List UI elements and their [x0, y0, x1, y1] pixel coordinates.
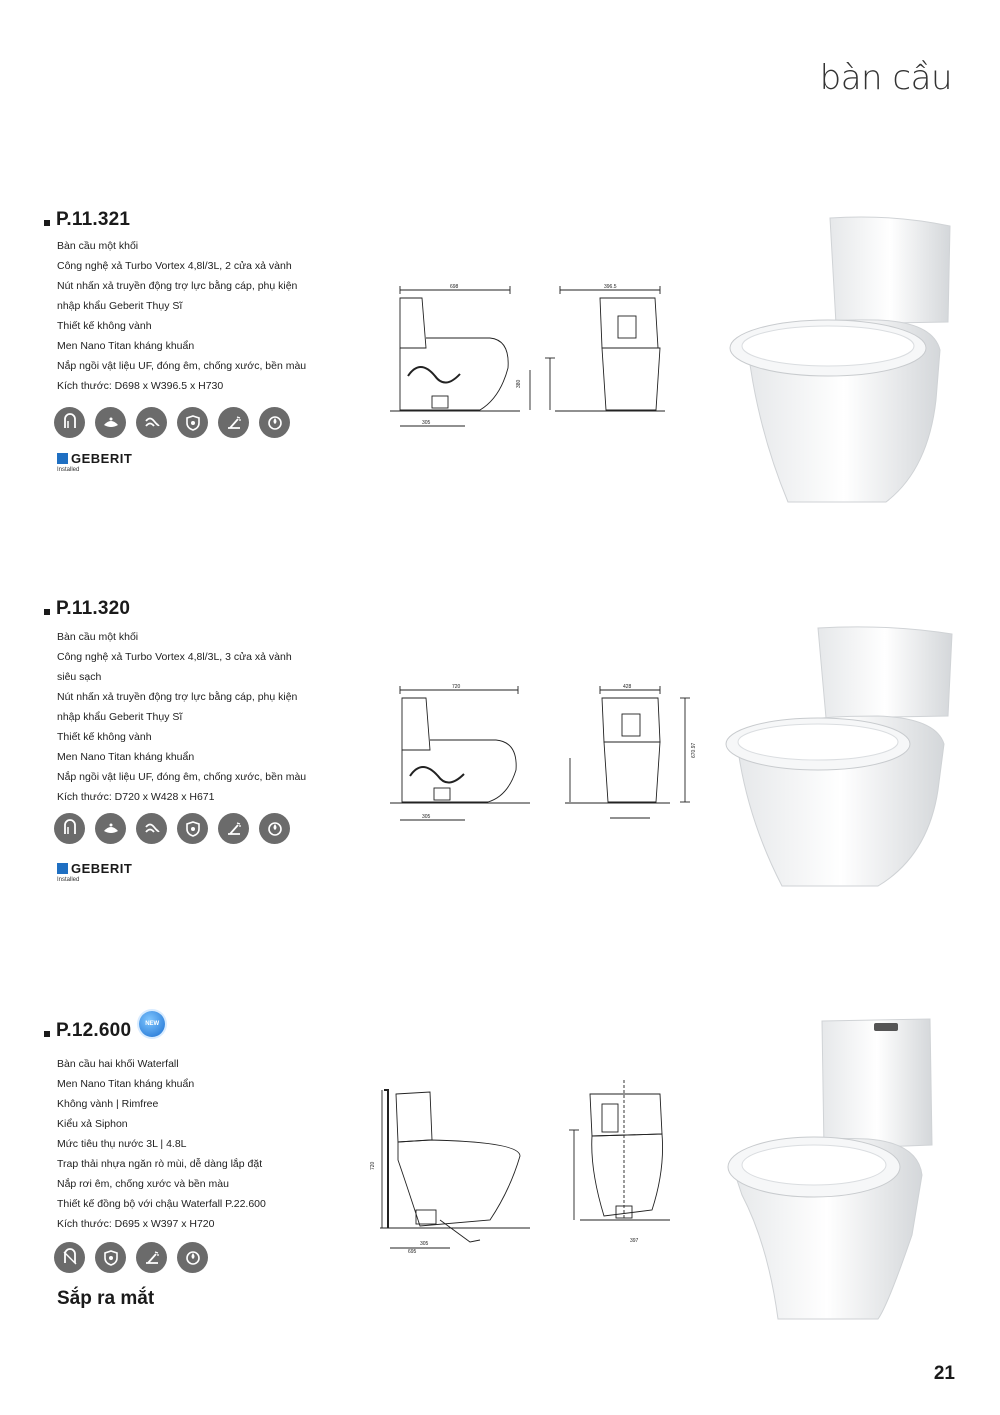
feature-list	[57, 236, 306, 396]
dual-flush-icon	[177, 1242, 208, 1273]
technical-drawing	[360, 1070, 680, 1255]
vortex-flush-icon	[136, 407, 167, 438]
feature-icons	[54, 407, 290, 438]
feature-item: nhập khẩu Geberit Thụy Sĩ	[57, 300, 183, 312]
brand-square-icon	[57, 863, 68, 874]
product-photo	[718, 1015, 968, 1325]
product-code: P.11.321	[56, 209, 131, 230]
product-photo	[718, 210, 968, 510]
dim-width: 428	[623, 684, 632, 690]
antibacterial-icon	[177, 813, 208, 844]
dual-flush-icon	[259, 407, 290, 438]
soft-close-icon	[218, 813, 249, 844]
coming-soon-label: Sắp ra mắt	[57, 1288, 155, 1309]
feature-item: Bàn cầu một khối	[57, 240, 139, 252]
feature-item: Nút nhấn xả truyền động trợ lực bằng cáp, phụ kiện	[57, 691, 298, 703]
feature-item: Bàn cầu một khối	[57, 631, 139, 643]
feature-item: Men Nano Titan kháng khuẩn	[57, 1078, 195, 1090]
nano-glaze-icon	[95, 407, 126, 438]
dim-height: 670.97	[691, 742, 697, 758]
antibacterial-icon	[177, 407, 208, 438]
dim-depth: 698	[450, 284, 459, 290]
product-code-row	[44, 209, 130, 231]
technical-drawing	[360, 678, 700, 833]
brand-subtext: Installed	[57, 467, 80, 473]
technical-drawing	[360, 278, 670, 433]
feature-icons	[54, 813, 290, 844]
bullet-icon	[44, 609, 50, 615]
nano-glaze-icon	[95, 813, 126, 844]
brand-name: GEBERIT	[71, 451, 133, 466]
product-code: P.11.320	[56, 598, 131, 619]
feature-icons	[54, 1242, 208, 1273]
feature-item: Thiết kế đồng bộ với chậu Waterfall P.22.600	[57, 1198, 266, 1210]
dim-width: 396.5	[604, 284, 617, 290]
dim-height: 720	[370, 1161, 376, 1170]
feature-item: Bàn cầu hai khối Waterfall	[57, 1058, 179, 1070]
feature-item: Kích thước: D698 x W396.5 x H730	[57, 380, 224, 392]
feature-item: Trap thải nhựa ngăn rò mùi, dễ dàng lắp đặt	[57, 1158, 263, 1170]
dim-outlet: 305	[422, 420, 431, 426]
vortex-flush-icon	[136, 813, 167, 844]
feature-item: Nút nhấn xả truyền động trợ lực bằng cáp, phụ kiện	[57, 280, 298, 292]
brand-subtext: Installed	[57, 877, 80, 883]
dim-depth: 720	[452, 684, 461, 690]
feature-list	[57, 1054, 266, 1234]
feature-item: nhập khẩu Geberit Thụy Sĩ	[57, 711, 183, 723]
feature-item: Kích thước: D695 x W397 x H720	[57, 1218, 215, 1230]
product-code: P.12.600	[56, 1020, 132, 1041]
product-code-row	[44, 598, 130, 620]
page-number: 21	[933, 1363, 955, 1384]
brand-square-icon	[57, 453, 68, 464]
feature-item: Men Nano Titan kháng khuẩn	[57, 751, 195, 763]
dim-outlet: 305	[422, 814, 431, 820]
soft-close-icon	[136, 1242, 167, 1273]
feature-item: Kích thước: D720 x W428 x H671	[57, 791, 215, 803]
dim-width: 397	[630, 1238, 639, 1244]
feature-list	[57, 627, 306, 807]
dim-depth: 695	[408, 1249, 417, 1255]
bullet-icon	[44, 1031, 50, 1037]
product-code-row	[44, 1020, 165, 1042]
feature-item: Thiết kế không vành	[57, 320, 152, 332]
soft-close-icon	[218, 407, 249, 438]
antibacterial-icon	[95, 1242, 126, 1273]
brand-name: GEBERIT	[71, 861, 133, 876]
feature-item: siêu sạch	[57, 671, 102, 683]
page-title: bàn cầu	[819, 58, 952, 98]
feature-item: Không vành | Rimfree	[57, 1098, 159, 1110]
feature-item: Công nghệ xả Turbo Vortex 4,8l/3L, 3 cửa xả vành	[57, 651, 292, 663]
feature-item: Nắp ngồi vật liệu UF, đóng êm, chống xước, bền màu	[57, 360, 307, 372]
product-photo	[718, 620, 968, 890]
rimless-icon	[54, 813, 85, 844]
feature-item: Thiết kế không vành	[57, 731, 152, 743]
brand-logo	[57, 861, 132, 883]
feature-item: Kiểu xả Siphon	[57, 1118, 128, 1130]
new-badge: NEW	[139, 1011, 165, 1037]
feature-item: Mức tiêu thụ nước 3L | 4.8L	[57, 1138, 187, 1150]
feature-item: Nắp ngồi vật liệu UF, đóng êm, chống xước, bền màu	[57, 771, 307, 783]
bullet-icon	[44, 220, 50, 226]
rimless-icon	[54, 1242, 85, 1273]
dual-flush-icon	[259, 813, 290, 844]
dim-outlet: 305	[420, 1241, 429, 1247]
dim-height: 380	[516, 379, 522, 388]
brand-logo	[57, 451, 132, 473]
feature-item: Men Nano Titan kháng khuẩn	[57, 340, 195, 352]
feature-item: Công nghệ xả Turbo Vortex 4,8l/3L, 2 cửa xả vành	[57, 260, 292, 272]
rimless-icon	[54, 407, 85, 438]
feature-item: Nắp rơi êm, chống xước và bền màu	[57, 1178, 229, 1190]
